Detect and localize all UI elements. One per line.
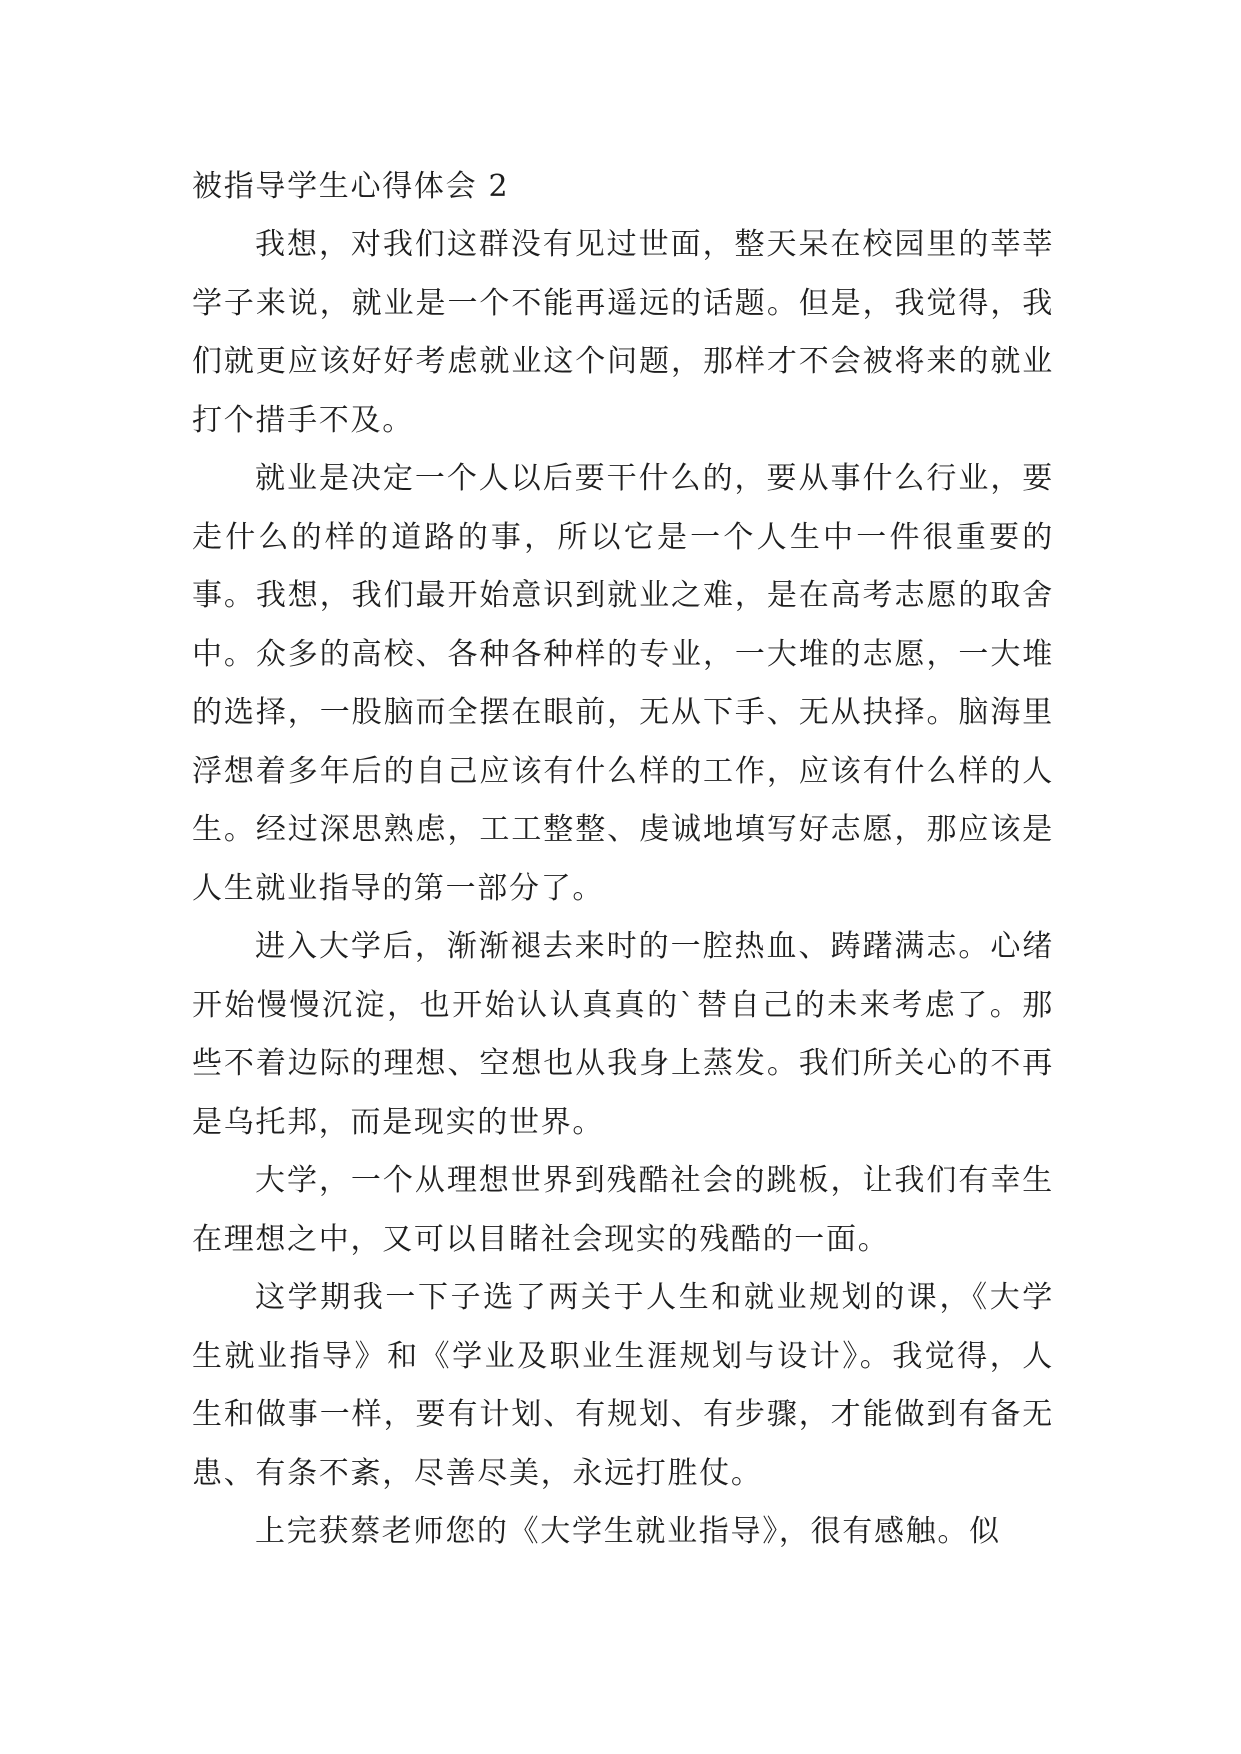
document-body [192,158,1054,1562]
paragraph: 进入大学后，渐渐褪去来时的一腔热血、踌躇满志。心绪开始慢慢沉淀，也开始认认真真的`替自己的未来考虑了。那些不着边际的理想、空想也从我身上蒸发。我们所关心的不再是乌托邦，而是现实的世界。 [192,929,1054,1140]
paragraph: 就业是决定一个人以后要干什么的，要从事什么行业，要走什么的样的道路的事，所以它是一个人生中一件很重要的事。我想，我们最开始意识到就业之难，是在高考志愿的取舍中。众多的高校、各种各种样的专业，一大堆的志愿，一大堆的选择，一股脑而全摆在眼前，无从下手、无从抉择。脑海里浮想着多年后的自己应该有什么样的工作，应该有什么样的人生。经过深思熟虑，工工整整、虔诚地填写好志愿，那应该是人生就业指导的第一部分了。 [192,461,1054,906]
paragraph: 大学，一个从理想世界到残酷社会的跳板，让我们有幸生在理想之中，又可以目睹社会现实的残酷的一面。 [192,1163,1054,1257]
document-title: 被指导学生心得体会 2 [192,169,510,204]
paragraph: 我想，对我们这群没有见过世面，整天呆在校园里的莘莘学子来说，就业是一个不能再遥远的话题。但是，我觉得，我们就更应该好好考虑就业这个问题，那样才不会被将来的就业打个措手不及。 [192,227,1054,438]
paragraph: 这学期我一下子选了两关于人生和就业规划的课，《大学生就业指导》和《学业及职业生涯规划与设计》。我觉得，人生和做事一样，要有计划、有规划、有步骤，才能做到有备无患、有条不紊，尽善尽美，永远打胜仗。 [192,1280,1054,1491]
paragraph: 上完获蔡老师您的《大学生就业指导》，很有感触。似 [255,1514,1001,1549]
